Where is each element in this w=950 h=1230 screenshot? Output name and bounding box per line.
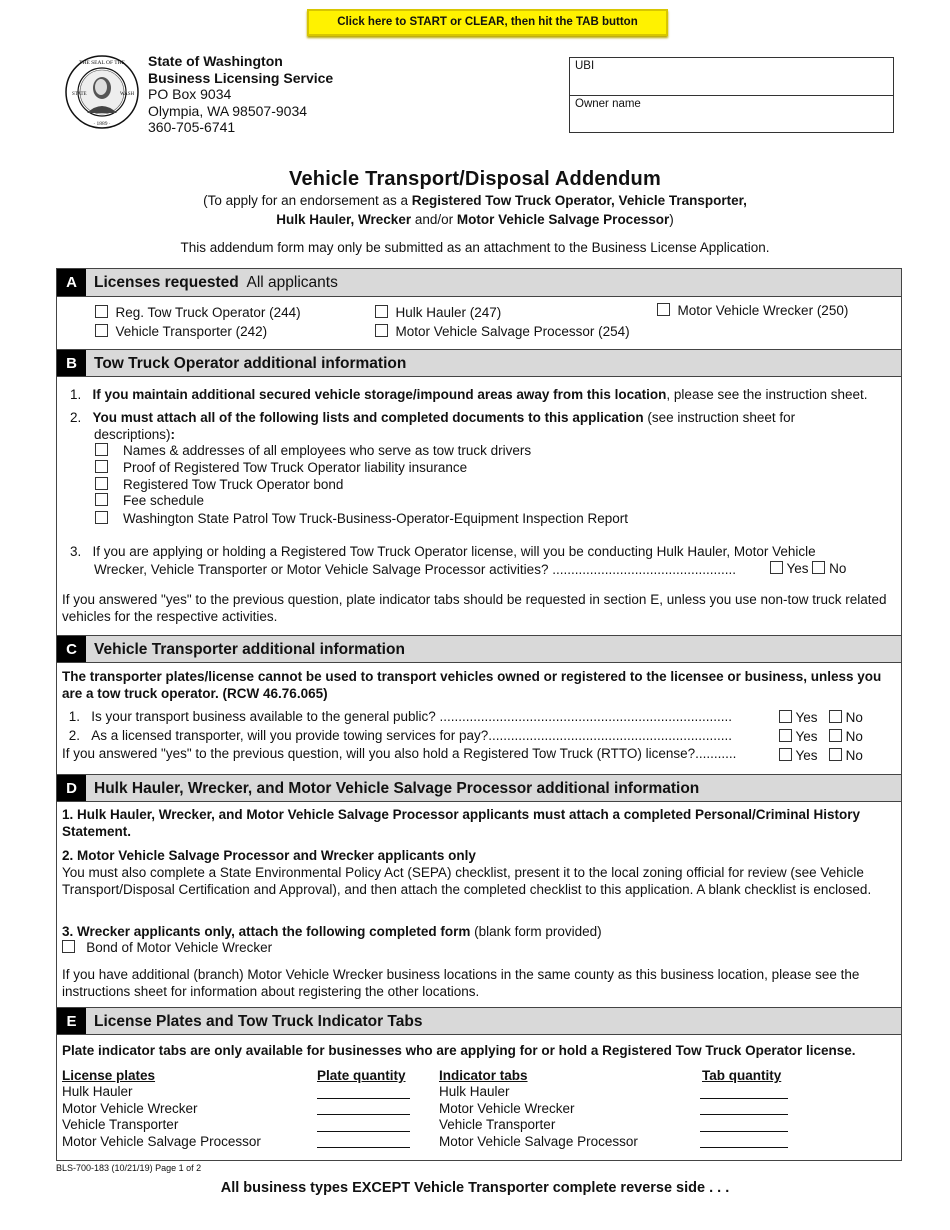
q1-number: 1. <box>70 387 82 402</box>
license-label: Hulk Hauler (247) <box>395 305 502 320</box>
agency-service: Business Licensing Service <box>148 69 334 86</box>
section-b-title: Tow Truck Operator additional information <box>94 355 407 372</box>
q2-rest2: descriptions) <box>94 427 171 442</box>
section-a-header <box>57 269 901 297</box>
item3-bold: 3. Wrecker applicants only, attach the following completed form <box>62 924 471 939</box>
subtitle-bold3: Motor Vehicle Salvage Processor <box>456 211 670 227</box>
yes-checkbox[interactable] <box>779 729 792 742</box>
form-id: BLS-700-183 (10/21/19) Page 1 of 2 <box>56 1163 202 1173</box>
section-c-title: Vehicle Transporter additional information <box>94 641 405 658</box>
subtitle-post: ) <box>669 211 674 227</box>
plate-qty-header: Plate quantity <box>317 1068 406 1083</box>
c-q1-yes-no[interactable] <box>779 710 863 725</box>
no-checkbox[interactable] <box>812 561 825 574</box>
q-text: Is your transport business available to the general public? .............................................................................. <box>91 709 733 724</box>
section-b-q2 <box>70 410 795 425</box>
q3-number: 3. <box>70 544 82 559</box>
license-label: Motor Vehicle Wrecker (250) <box>677 303 849 318</box>
license-label: Vehicle Transporter (242) <box>115 324 268 339</box>
tab-item: Vehicle Transporter <box>439 1117 556 1132</box>
no-checkbox[interactable] <box>829 748 842 761</box>
license-label: Reg. Tow Truck Operator (244) <box>115 305 301 320</box>
subtitle-pre: (To apply for an endorsement as a <box>203 193 412 208</box>
no-checkbox[interactable] <box>829 710 842 723</box>
attachment-label: Washington State Patrol Tow Truck-Business-Operator-Equipment Inspection Report <box>123 511 629 526</box>
section-d-title: Hulk Hauler, Wrecker, and Motor Vehicle Salvage Processor additional information <box>94 780 700 797</box>
svg-text:STATE: STATE <box>72 92 87 97</box>
c-q2-yes-no[interactable] <box>779 729 863 744</box>
no-label: No <box>845 729 863 744</box>
tab-qty-input[interactable] <box>700 1098 788 1099</box>
tab-item: Hulk Hauler <box>439 1084 510 1099</box>
license-option-tow-truck[interactable] <box>95 305 301 320</box>
plate-qty-input[interactable] <box>317 1147 410 1148</box>
q-text: If you answered "yes" to the previous question, will you also hold a Registered Tow Truck (RTTO) license?........... <box>62 746 737 761</box>
q1-bold: If you maintain additional secured vehicle storage/impound areas away from this location <box>92 387 667 402</box>
section-b-q3 <box>70 544 816 559</box>
q3-line2: Wrecker, Vehicle Transporter or Motor Vehicle Salvage Processor activities? ................................................. <box>94 562 736 577</box>
no-label: No <box>845 748 863 763</box>
plate-item: Motor Vehicle Salvage Processor <box>62 1134 261 1149</box>
agency-address <box>148 53 333 136</box>
q1-rest: , please see the instruction sheet. <box>666 387 868 402</box>
tabs-header: Indicator tabs <box>439 1068 528 1083</box>
section-c-header <box>57 635 901 663</box>
plate-item: Vehicle Transporter <box>62 1117 179 1132</box>
q2-number: 2. <box>70 410 82 425</box>
no-label: No <box>845 710 863 725</box>
section-d-item1: 1. Hulk Hauler, Wrecker, and Motor Vehicle Salvage Processor applicants must attach a completed Personal/Criminal History Statement. <box>62 807 861 839</box>
section-e-header <box>57 1007 901 1035</box>
item3-rest: (blank form provided) <box>470 924 602 939</box>
checkbox[interactable] <box>95 511 108 524</box>
q2-bold: You must attach all of the following lists and completed documents to this application <box>92 410 644 425</box>
page-subtitle <box>0 192 950 229</box>
section-d-branch-note: If you have additional (branch) Motor Vehicle Wrecker business locations in the same county as this business location, please see the instructions sheet for information about registering the other locations. <box>62 967 860 999</box>
washington-seal-logo <box>65 55 139 129</box>
q-number: 1. <box>68 709 81 724</box>
q-text: As a licensed transporter, will you provide towing services for pay?................................................................. <box>91 728 733 743</box>
start-clear-button[interactable]: Click here to START or CLEAR, then hit the TAB button <box>307 9 668 36</box>
yes-label: Yes <box>786 561 809 576</box>
plates-header: License plates <box>62 1068 156 1083</box>
q2-colon: : <box>170 427 176 442</box>
svg-text:WASH: WASH <box>120 92 135 97</box>
section-a-subtitle: All applicants <box>246 274 338 291</box>
yes-checkbox[interactable] <box>770 561 783 574</box>
checkbox[interactable] <box>375 305 388 318</box>
section-a-title: Licenses requested <box>94 274 239 291</box>
agency-phone: 360-705-6741 <box>148 119 236 135</box>
license-option-hulk-hauler[interactable] <box>375 305 501 320</box>
section-b-letter: B <box>57 350 86 376</box>
attachment-item[interactable] <box>95 460 467 475</box>
attachment-item[interactable] <box>95 477 343 492</box>
checkbox[interactable] <box>95 460 108 473</box>
yes-label: Yes <box>795 710 818 725</box>
ubi-label: UBI <box>575 60 595 72</box>
tab-qty-input[interactable] <box>700 1131 788 1132</box>
bond-label: Bond of Motor Vehicle Wrecker <box>86 940 273 955</box>
section-b-q2-cont <box>94 427 175 442</box>
tab-qty-input[interactable] <box>700 1114 788 1115</box>
checkbox[interactable] <box>375 324 388 337</box>
attachment-label: Registered Tow Truck Operator bond <box>123 477 344 492</box>
bond-option[interactable] <box>62 940 272 955</box>
yes-checkbox[interactable] <box>779 748 792 761</box>
section-c-letter: C <box>57 636 86 662</box>
license-option-transporter[interactable] <box>95 324 267 339</box>
checkbox[interactable] <box>657 303 670 316</box>
subtitle-bold1: Registered Tow Truck Operator, Vehicle Transporter, <box>411 193 747 208</box>
item2-body: You must also complete a State Environmental Policy Act (SEPA) checklist, present it to the local zoning official for review (see Vehicle Transport/Disposal Certification and Approval), and then attach the completed checklist to this application. A blank checklist is enclosed. <box>62 865 872 897</box>
owner-name-label: Owner name <box>575 98 641 110</box>
q3-yes-no[interactable] <box>770 561 846 576</box>
ubi-field[interactable] <box>570 58 893 96</box>
checkbox[interactable] <box>95 493 108 506</box>
tab-qty-header: Tab quantity <box>702 1068 782 1083</box>
section-e-letter: E <box>57 1008 86 1034</box>
section-c-q2 <box>65 728 732 743</box>
section-a-letter: A <box>57 269 86 296</box>
section-d-header <box>57 774 901 802</box>
yes-label: Yes <box>795 729 818 744</box>
agency-box: PO Box 9034 <box>148 86 232 102</box>
attachment-label: Fee schedule <box>123 493 205 508</box>
plate-item: Motor Vehicle Wrecker <box>62 1101 198 1116</box>
checkbox[interactable] <box>95 477 108 490</box>
plate-qty-input[interactable] <box>317 1114 410 1115</box>
tab-item: Motor Vehicle Wrecker <box>439 1101 575 1116</box>
section-e-title: License Plates and Tow Truck Indicator Tabs <box>94 1013 423 1030</box>
attachment-label: Proof of Registered Tow Truck Operator liability insurance <box>123 460 468 475</box>
owner-name-field[interactable] <box>570 96 893 134</box>
plate-qty-input[interactable] <box>317 1098 410 1099</box>
subtitle-bold2: Hulk Hauler, Wrecker <box>276 211 412 227</box>
license-label: Motor Vehicle Salvage Processor (254) <box>395 324 630 339</box>
plate-qty-input[interactable] <box>317 1131 410 1132</box>
agency-name: State of Washington <box>148 53 283 69</box>
yes-label: Yes <box>795 748 818 763</box>
c-q3-yes-no[interactable] <box>779 748 863 763</box>
addendum-note: This addendum form may only be submitted as an attachment to the Business License Application. <box>180 240 770 255</box>
section-c-q3 <box>62 746 736 761</box>
license-option-salvage-processor[interactable] <box>375 324 630 339</box>
item2-head: 2. Motor Vehicle Salvage Processor and Wrecker applicants only <box>62 848 476 863</box>
section-d-item2 <box>62 847 892 898</box>
section-d-letter: D <box>57 775 86 801</box>
addendum-form <box>56 268 902 1161</box>
section-d-item3 <box>62 924 602 939</box>
section-e-note: Plate indicator tabs are only available for businesses who are applying for or hold a Registered Tow Truck Operator license. <box>62 1043 856 1058</box>
checkbox[interactable] <box>62 940 75 953</box>
q-number: 2. <box>68 728 81 743</box>
checkbox[interactable] <box>95 443 108 456</box>
subtitle-mid: and/or <box>411 211 457 227</box>
section-b-header <box>57 349 901 377</box>
id-fields-box <box>569 57 894 133</box>
section-b-q3-cont <box>94 562 736 577</box>
plate-item: Hulk Hauler <box>62 1084 133 1099</box>
attachment-item[interactable] <box>95 493 204 508</box>
attachment-label: Names & addresses of all employees who serve as tow truck drivers <box>123 443 532 458</box>
section-c-q1 <box>65 709 732 724</box>
tab-qty-input[interactable] <box>700 1147 788 1148</box>
svg-text:THE SEAL OF THE: THE SEAL OF THE <box>79 60 125 66</box>
svg-text:· 1889 ·: · 1889 · <box>93 121 111 127</box>
yes-checkbox[interactable] <box>779 710 792 723</box>
section-c-warning: The transporter plates/license cannot be used to transport vehicles owned or registered to the licensee or business, unless you are a tow truck operator. (RCW 46.76.065) <box>62 669 882 701</box>
page-title: Vehicle Transport/Disposal Addendum <box>289 168 661 190</box>
section-b-note: If you answered "yes" to the previous question, plate indicator tabs should be requested in section E, unless you use non-tow truck related vehicles for the respective activities. <box>62 592 887 624</box>
attachment-item[interactable] <box>95 443 531 458</box>
checkbox[interactable] <box>95 305 108 318</box>
reverse-side-note: All business types EXCEPT Vehicle Transporter complete reverse side . . . <box>220 1180 730 1196</box>
checkbox[interactable] <box>95 324 108 337</box>
no-label: No <box>829 561 847 576</box>
q3-line1: If you are applying or holding a Registered Tow Truck Operator license, will you be conducting Hulk Hauler, Motor Vehicle <box>92 544 816 559</box>
no-checkbox[interactable] <box>829 729 842 742</box>
tab-item: Motor Vehicle Salvage Processor <box>439 1134 638 1149</box>
license-option-wrecker[interactable] <box>657 303 848 318</box>
q2-rest: (see instruction sheet for <box>643 410 796 425</box>
agency-city: Olympia, WA 98507-9034 <box>148 102 308 119</box>
section-b-q1 <box>70 387 868 402</box>
attachment-item[interactable] <box>95 511 628 526</box>
